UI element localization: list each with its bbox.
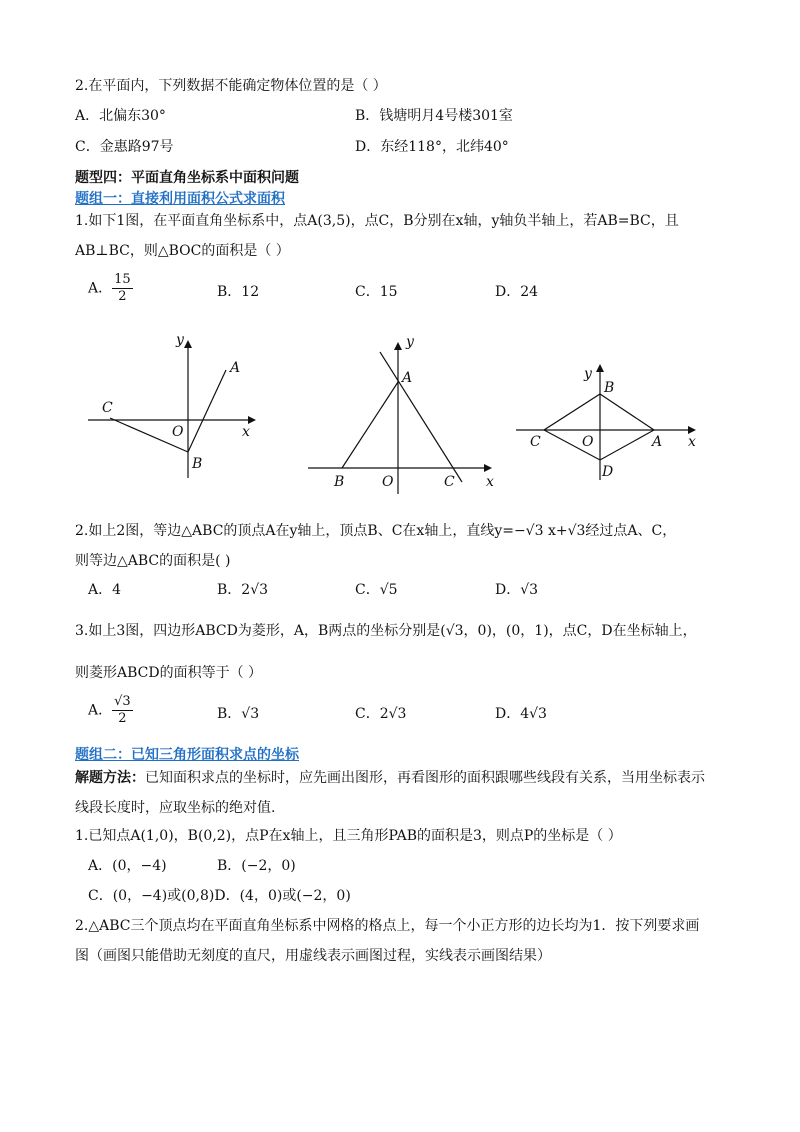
q2-stem: 2.在平面内，下列数据不能确定物体位置的是（ ） <box>75 78 387 94</box>
figure-2 <box>300 336 500 496</box>
fig2-x-arrow-icon <box>484 464 492 472</box>
p4-option-a: A．(0，−4) <box>88 858 167 874</box>
p1-option-d: D．24 <box>495 284 539 300</box>
fig1-x-arrow-icon <box>248 416 256 424</box>
fig3-label-x: x <box>688 434 696 450</box>
fig3-label-c: C <box>530 434 541 450</box>
p3-option-a-numerator: √3 <box>114 694 131 709</box>
fig1-label-c: C <box>102 400 113 416</box>
fig1-label-y: y <box>176 332 184 348</box>
fig2-label-y: y <box>406 336 414 350</box>
p3-option-c: C．2√3 <box>355 706 407 722</box>
fig3-y-arrow-icon <box>596 364 604 372</box>
p3-option-b: B．√3 <box>217 706 260 722</box>
p3-option-a <box>88 694 133 727</box>
q2-option-d: D．东经118°，北纬40° <box>355 139 509 155</box>
method-text-1: 已知面积求点的坐标时，应先画出图形，再看图形的面积跟哪些线段有关系，当用坐标表示 <box>145 770 705 786</box>
method-label: 解题方法： <box>75 770 145 786</box>
p1-option-a-numerator: 15 <box>114 272 131 287</box>
fig3-label-o: O <box>582 434 594 450</box>
p4-option-cd: C．(0，−4)或(0,8)D．(4，0)或(−2，0) <box>88 888 351 904</box>
group1-title: 题组一：直接利用面积公式求面积 <box>75 191 285 207</box>
p1-option-c: C．15 <box>355 284 398 300</box>
p3-option-a-denominator: 2 <box>118 711 127 726</box>
p1-option-a-fraction <box>112 272 133 305</box>
figure-1 <box>80 330 270 480</box>
fig2-label-x: x <box>486 474 494 490</box>
p2-option-d: D．√3 <box>495 582 539 598</box>
p1-option-a-prefix: A． <box>88 280 113 297</box>
fig2-label-b: B <box>334 474 345 490</box>
p2-line2: 则等边△ABC的面积是( ) <box>75 553 231 569</box>
p1-option-a-denominator: 2 <box>118 289 127 304</box>
p5-line1: 2.△ABC三个顶点均在平面直角坐标系中网格的格点上，每一个小正方形的边长均为1．按下列要求画 <box>75 918 700 934</box>
fig1-segment-ba <box>188 370 226 452</box>
q2-option-a: A．北偏东30° <box>75 108 166 124</box>
fig3-label-y: y <box>584 366 592 382</box>
fig1-label-a: A <box>230 360 241 376</box>
p3-option-a-prefix: A． <box>88 702 113 719</box>
fig2-label-c: C <box>444 474 455 490</box>
method-line2: 线段长度时，应取坐标的绝对值. <box>75 800 276 816</box>
fig2-label-o: O <box>382 474 394 490</box>
fig3-label-d: D <box>602 464 614 480</box>
p1-option-b: B．12 <box>217 284 260 300</box>
fig2-y-arrow-icon <box>394 342 402 350</box>
p1-line1: 1.如下1图，在平面直角坐标系中，点A(3,5)，点C，B分别在x轴，y轴负半轴上，若AB=BC，且 <box>75 213 679 229</box>
fig1-label-x: x <box>242 424 250 440</box>
fig3-x-arrow-icon <box>688 426 696 434</box>
p2-option-a: A．4 <box>88 582 122 598</box>
section-title: 题型四：平面直角坐标系中面积问题 <box>75 170 299 186</box>
fig1-label-b: B <box>192 456 203 472</box>
q2-option-b: B．钱塘明月4号楼301室 <box>355 108 513 124</box>
group2-title: 题组二：已知三角形面积求点的坐标 <box>75 747 299 763</box>
p3-option-a-fraction <box>112 694 133 727</box>
p2-line1: 2.如上2图，等边△ABC的顶点A在y轴上，顶点B、C在x轴上，直线y=−√3 x+√3经过点A、C， <box>75 523 677 539</box>
p3-line1: 3.如上3图，四边形ABCD为菱形，A，B两点的坐标分别是(√3，0)，(0，1)，点C，D在坐标轴上， <box>75 623 697 639</box>
p2-option-c: C．√5 <box>355 582 398 598</box>
p3-line2: 则菱形ABCD的面积等于（ ） <box>75 665 263 681</box>
p3-option-d: D．4√3 <box>495 706 547 722</box>
fig2-label-a: A <box>402 370 413 386</box>
fig3-label-b: B <box>604 380 615 396</box>
fig1-label-o: O <box>172 424 184 440</box>
p1-line2: AB⊥BC，则△BOC的面积是（ ） <box>75 243 290 259</box>
p2-option-b: B．2√3 <box>217 582 269 598</box>
method-line1 <box>75 768 705 788</box>
fig2-line-ac <box>380 352 462 482</box>
fig3-rhombus <box>544 394 654 460</box>
fig3-label-a: A <box>652 434 663 450</box>
fig2-segment-ba <box>342 382 398 468</box>
fig1-y-arrow-icon <box>184 340 192 348</box>
q2-option-c: C．金惠路97号 <box>75 139 174 155</box>
p4-line1: 1.已知点A(1,0)，B(0,2)，点P在x轴上，且三角形PAB的面积是3，则点P的坐标是（ ） <box>75 828 622 844</box>
p1-option-a <box>88 272 133 305</box>
figure-3 <box>510 362 710 482</box>
p4-option-b: B．(−2，0) <box>217 858 296 874</box>
p5-line2: 图（画图只能借助无刻度的直尺，用虚线表示画图过程，实线表示画图结果） <box>75 948 551 964</box>
